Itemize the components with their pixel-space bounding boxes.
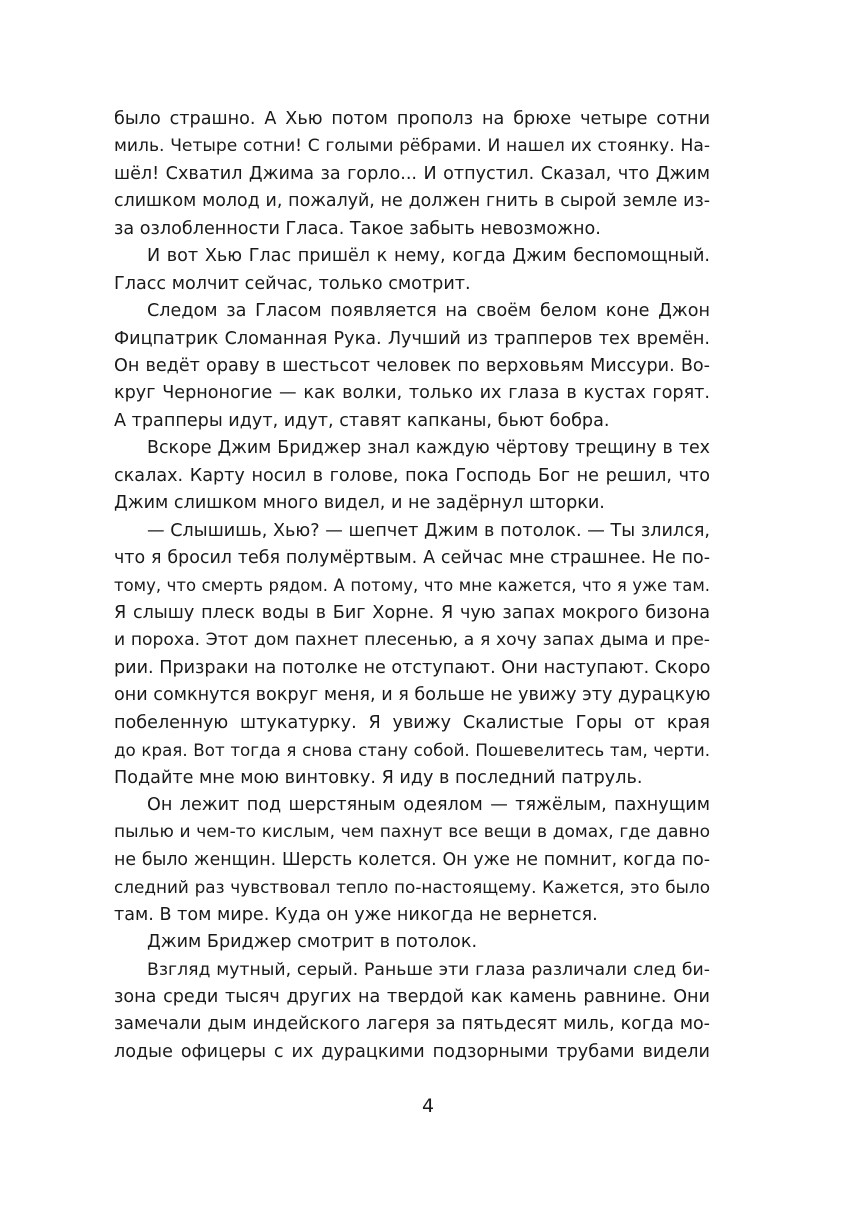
text-line: Я слышу плеск воды в Биг Хорне. Я чую запах мокрого бизона xyxy=(114,602,710,623)
text-line: И вот Хью Глас пришёл к нему, когда Джим беспомощный. xyxy=(147,246,710,267)
text-line: там. В том мире. Куда он уже никогда не вернется. xyxy=(114,904,598,925)
text-line: слишком молод и, пожалуй, не должен гнить в сырой земле из- xyxy=(114,191,710,212)
text-line: пылью и чем-то кислым, чем пахнут все вещи в домах, где давно xyxy=(114,822,710,843)
text-line: и пороха. Этот дом пахнет плесенью, а я хочу запах дыма и пре- xyxy=(114,630,710,651)
text-line: до края. Вот тогда я снова стану собой. Пошевелитесь там, черти. xyxy=(114,741,710,761)
text-line: скалах. Карту носил в голове, пока Господь Бог не решил, что xyxy=(114,465,710,486)
text-line: круг Черноногие — как волки, только их глаза в кустах горят. xyxy=(114,383,710,404)
text-line: Фицпатрик Сломанная Рука. Лучший из трапперов тех времён. xyxy=(114,328,710,349)
page-number: 4 xyxy=(421,1095,435,1117)
text-line: Подайте мне мою винтовку. Я иду в последний патруль. xyxy=(114,767,643,788)
text-line: Вскоре Джим Бриджер знал каждую чёртову трещину в тех xyxy=(147,438,710,459)
text-line: они сомкнутся вокруг меня, и я больше не увижу эту дурацкую xyxy=(114,685,711,706)
text-line: лодые офицеры с их дурацкими подзорными трубами видели xyxy=(114,1041,710,1062)
text-line: Взгляд мутный, серый. Раньше эти глаза различали след би- xyxy=(147,959,710,980)
text-line: — Слышишь, Хью? — шепчет Джим в потолок. — Ты злился, xyxy=(147,520,710,541)
text-line: замечали дым индейского лагеря за пятьдесят миль, когда мо- xyxy=(114,1014,710,1035)
text-line: за озлобленности Гласа. Такое забыть невозможно. xyxy=(114,218,601,239)
text-line: не было женщин. Шерсть колется. Он уже не помнит, когда по- xyxy=(114,849,710,870)
text-line: миль. Четыре сотни! С голыми рёбрами. И нашел их стоянку. На- xyxy=(114,136,710,157)
text-line: Гласс молчит сейчас, только смотрит. xyxy=(114,273,471,294)
text-line: Он лежит под шерстяным одеялом — тяжёлым, пахнущим xyxy=(147,794,710,815)
text-line: тому, что смерть рядом. А потому, что мне кажется, что я уже там. xyxy=(114,576,710,596)
text-line: что я бросил тебя полумёртвым. А сейчас мне страшнее. Не по- xyxy=(114,548,710,568)
text-line: следний раз чувствовал тепло по-настоящему. Кажется, это было xyxy=(114,877,710,898)
text-line: Джим слишком много видел, и не задёрнул шторки. xyxy=(114,493,605,514)
text-line: рии. Призраки на потолке не отступают. Они наступают. Скоро xyxy=(114,657,711,678)
text-line: Он ведёт ораву в шестьсот человек по верховьям Миссури. Во- xyxy=(114,355,710,376)
text-line: зона среди тысяч других на твердой как камень равнине. Они xyxy=(114,987,710,1007)
text-line: побеленную штукатурку. Я увижу Скалистые Горы от края xyxy=(114,712,710,733)
body-text xyxy=(114,106,710,1066)
text-line: Джим Бриджер смотрит в потолок. xyxy=(147,932,478,953)
text-line: шёл! Схватил Джима за горло... И отпустил. Сказал, что Джим xyxy=(114,163,710,184)
text-line: Следом за Гласом появляется на своём белом коне Джон xyxy=(147,301,710,322)
text-line: А трапперы идут, идут, ставят капканы, бьют бобра. xyxy=(114,410,610,431)
text-line: было страшно. А Хью потом прополз на брюхе четыре сотни xyxy=(114,109,710,129)
